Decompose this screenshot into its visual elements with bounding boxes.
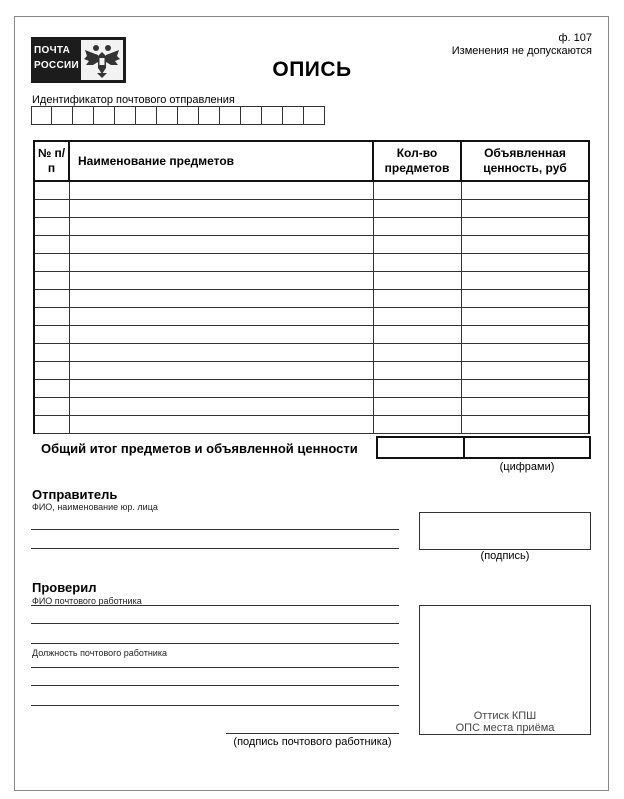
identifier-label: Идентификатор почтового отправления (32, 94, 235, 106)
row-name-cell[interactable] (69, 362, 373, 380)
logo-line-1: ПОЧТА (34, 45, 71, 56)
header-num: № п/п (34, 141, 69, 181)
row-name-cell[interactable] (69, 254, 373, 272)
row-num-cell[interactable] (34, 200, 69, 218)
table-row (34, 254, 589, 272)
worker-position-line-1[interactable] (31, 667, 399, 668)
table-header-row (34, 141, 589, 181)
row-num-cell[interactable] (34, 398, 69, 416)
digits-caption: (цифрами) (499, 461, 555, 473)
row-num-cell[interactable] (34, 218, 69, 236)
row-qty-cell[interactable] (373, 416, 461, 434)
identifier-digit-box[interactable] (94, 106, 115, 125)
row-name-cell[interactable] (69, 200, 373, 218)
row-name-cell[interactable] (69, 344, 373, 362)
page-title: ОПИСЬ (272, 58, 352, 81)
row-value-cell[interactable] (461, 181, 589, 200)
row-num-cell[interactable] (34, 308, 69, 326)
sender-signature-caption: (подпись) (480, 550, 530, 562)
row-value-cell[interactable] (461, 200, 589, 218)
row-value-cell[interactable] (461, 290, 589, 308)
worker-name-line-1[interactable] (31, 623, 399, 624)
sender-title: Отправитель (32, 487, 118, 502)
row-value-cell[interactable] (461, 344, 589, 362)
identifier-digit-box[interactable] (157, 106, 178, 125)
row-value-cell[interactable] (461, 218, 589, 236)
table-row (34, 326, 589, 344)
worker-position-line-3[interactable] (31, 705, 399, 706)
identifier-digit-box[interactable] (115, 106, 136, 125)
row-qty-cell[interactable] (373, 254, 461, 272)
worker-position-hint: Должность почтового работника (32, 648, 167, 658)
table-row (34, 290, 589, 308)
identifier-digit-box[interactable] (31, 106, 52, 125)
worker-position-line-2[interactable] (31, 685, 399, 686)
form-number: ф. 107 (558, 32, 592, 44)
items-table (33, 140, 590, 434)
identifier-digit-box[interactable] (262, 106, 283, 125)
row-value-cell[interactable] (461, 272, 589, 290)
identifier-digit-box[interactable] (220, 106, 241, 125)
table-row (34, 362, 589, 380)
worker-signature-caption: (подпись почтового работника) (233, 736, 392, 748)
row-num-cell[interactable] (34, 416, 69, 434)
row-name-cell[interactable] (69, 290, 373, 308)
identifier-digit-box[interactable] (136, 106, 157, 125)
table-row (34, 181, 589, 200)
stamp-box[interactable] (419, 605, 591, 735)
table-row (34, 200, 589, 218)
worker-name-line-2[interactable] (31, 643, 399, 644)
row-num-cell[interactable] (34, 181, 69, 200)
row-qty-cell[interactable] (373, 236, 461, 254)
table-row (34, 344, 589, 362)
row-value-cell[interactable] (461, 236, 589, 254)
row-qty-cell[interactable] (373, 290, 461, 308)
row-num-cell[interactable] (34, 236, 69, 254)
row-name-cell[interactable] (69, 308, 373, 326)
row-name-cell[interactable] (69, 416, 373, 434)
row-value-cell[interactable] (461, 326, 589, 344)
table-row (34, 398, 589, 416)
row-name-cell[interactable] (69, 326, 373, 344)
row-num-cell[interactable] (34, 326, 69, 344)
header-name: Наименование предметов (69, 141, 373, 181)
sender-name-hint: ФИО, наименование юр. лица (32, 502, 158, 512)
row-value-cell[interactable] (461, 416, 589, 434)
table-row (34, 308, 589, 326)
row-num-cell[interactable] (34, 254, 69, 272)
row-qty-cell[interactable] (373, 272, 461, 290)
row-num-cell[interactable] (34, 290, 69, 308)
items-body (34, 181, 589, 434)
row-qty-cell[interactable] (373, 362, 461, 380)
table-row (34, 218, 589, 236)
row-value-cell[interactable] (461, 380, 589, 398)
identifier-digit-box[interactable] (304, 106, 325, 125)
stamp-line-1: Оттиск КПШ (473, 710, 537, 722)
worker-hint-underline (31, 605, 399, 606)
row-name-cell[interactable] (69, 181, 373, 200)
row-value-cell[interactable] (461, 254, 589, 272)
row-value-cell[interactable] (461, 362, 589, 380)
identifier-digit-box[interactable] (178, 106, 199, 125)
row-name-cell[interactable] (69, 218, 373, 236)
table-row (34, 416, 589, 434)
row-qty-cell[interactable] (373, 326, 461, 344)
row-qty-cell[interactable] (373, 200, 461, 218)
row-qty-cell[interactable] (373, 344, 461, 362)
total-qty-field[interactable] (376, 436, 465, 459)
row-name-cell[interactable] (69, 398, 373, 416)
worker-signature-line[interactable] (226, 733, 399, 734)
identifier-digit-box[interactable] (241, 106, 262, 125)
identifier-digit-box[interactable] (73, 106, 94, 125)
header-qty: Кол-во предметов (373, 141, 461, 181)
sender-signature-box[interactable] (419, 512, 591, 550)
row-qty-cell[interactable] (373, 181, 461, 200)
row-num-cell[interactable] (34, 380, 69, 398)
identifier-digit-box[interactable] (283, 106, 304, 125)
row-qty-cell[interactable] (373, 380, 461, 398)
identifier-boxes (31, 106, 325, 125)
table-row (34, 236, 589, 254)
row-qty-cell[interactable] (373, 218, 461, 236)
identifier-digit-box[interactable] (52, 106, 73, 125)
row-name-cell[interactable] (69, 380, 373, 398)
logo-line-2: РОССИИ (34, 60, 79, 71)
table-row (34, 380, 589, 398)
header-value: Объявленная ценность, руб (461, 141, 589, 181)
total-label: Общий итог предметов и объявленной ценности (41, 441, 358, 456)
row-qty-cell[interactable] (373, 308, 461, 326)
sender-name-line-1[interactable] (31, 529, 399, 530)
row-name-cell[interactable] (69, 236, 373, 254)
row-value-cell[interactable] (461, 398, 589, 416)
row-num-cell[interactable] (34, 344, 69, 362)
table-row (34, 272, 589, 290)
row-qty-cell[interactable] (373, 398, 461, 416)
worker-name-hint: ФИО почтового работника (32, 596, 142, 606)
total-value-field[interactable] (463, 436, 591, 459)
row-value-cell[interactable] (461, 308, 589, 326)
checked-title: Проверил (32, 580, 97, 595)
row-name-cell[interactable] (69, 272, 373, 290)
form-note: Изменения не допускаются (451, 45, 592, 57)
stamp-line-2: ОПС места приёма (455, 722, 555, 734)
sender-name-line-2[interactable] (31, 548, 399, 549)
row-num-cell[interactable] (34, 272, 69, 290)
row-num-cell[interactable] (34, 362, 69, 380)
identifier-digit-box[interactable] (199, 106, 220, 125)
